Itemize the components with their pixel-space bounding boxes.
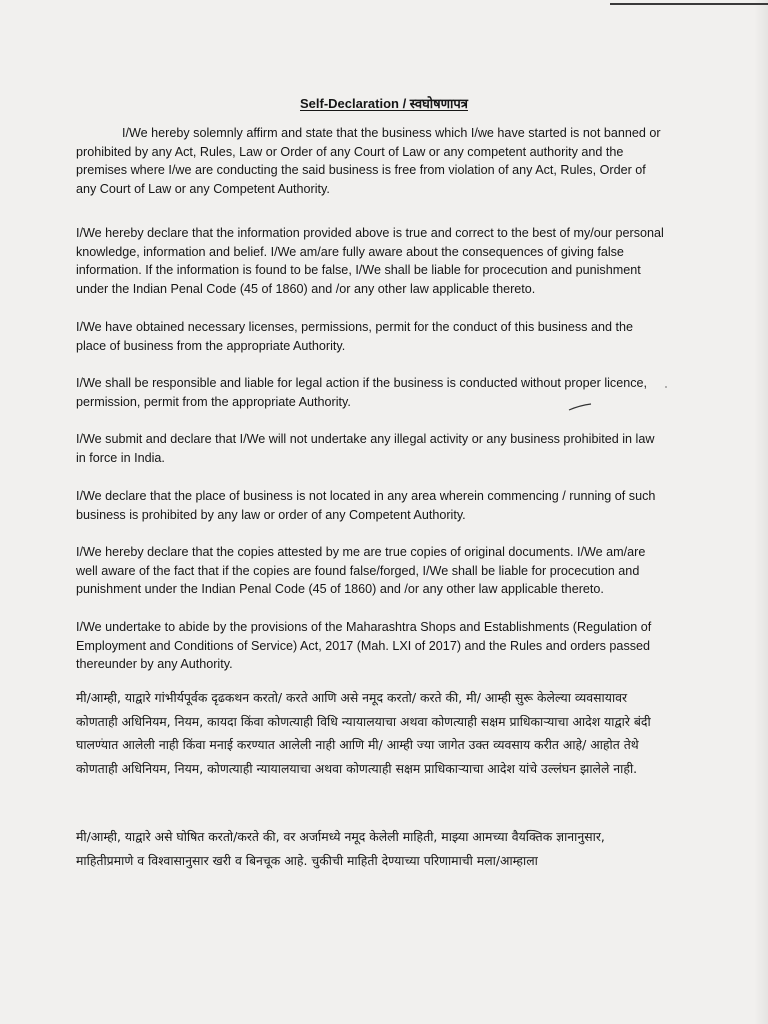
pen-mark <box>568 403 592 411</box>
paragraph-6: I/We declare that the place of business is not located in any area wherein commencing / running of such business is prohibited by any law or order of any Competent Authority. <box>76 489 656 522</box>
paragraph-7: I/We hereby declare that the copies attested by me are true copies of original documents. I/We am/are well aware of the fact that if the copies are found false/forged, I/We shall be liable for procecution and punishment under the Indian Penal Code (45 of 1860) and /or any other law applicable thereto. <box>76 545 646 596</box>
paragraph-marathi-1: मी/आम्ही, याद्वारे गांभीर्यपूर्वक दृढकथन करतो/ करते आणि असे नमूद करतो/ करते की, मी/ आम्ही सुरू केलेल्या व्यवसायावर कोणताही अधिनियम, नियम, कायदा किंवा कोणत्याही विधि न्यायालयाचा अथवा कोणत्याही सक्षम प्राधिकाऱ्याचा आदेश याद्वारे बंदी घालण्यात आलेली नाही किंवा मनाई करण्यात आलेली नाही आणि मी/ आम्ही ज्या जागेत उक्त व्यवसाय करीत आहे/ आहोत तेथे कोणताही अधिनियम, नियम, कोणत्याही न्यायालयाचा अथवा कोणत्याही सक्षम प्राधिकाऱ्याचा आदेश यांचे उल्लंघन झालेले नाही. <box>76 690 651 776</box>
paragraph-8: I/We undertake to abide by the provisions of the Maharashtra Shops and Establishments (Regulation of Employment and Conditions of Service) Act, 2017 (Mah. LXI of 2017) and the Rules and orders passed thereunder by any Authority. <box>76 620 652 671</box>
page-edge-shadow <box>754 0 768 1024</box>
paragraph-5: I/We submit and declare that I/We will not undertake any illegal activity or any business prohibited in law in force in India. <box>76 432 655 465</box>
scan-speck <box>101 738 103 740</box>
document-title: Self-Declaration / स्वघोषणापत्र <box>300 96 468 111</box>
scan-speck <box>665 386 667 388</box>
scan-edge-line <box>610 3 768 5</box>
paragraph-marathi-2: मी/आम्ही, याद्वारे असे घोषित करतो/करते की, वर अर्जामध्ये नमूद केलेली माहिती, माझ्या आमच्या वैयक्तिक ज्ञानानुसार, माहितीप्रमाणे व विश्वासानुसार खरी व बिनचूक आहे. चुकीची माहिती देण्याच्या परिणामाची मला/आम्हाला <box>76 829 605 868</box>
paragraph-2: I/We hereby declare that the information provided above is true and correct to the best of my/our personal knowledge, information and belief. I/We am/are fully aware about the consequences of giving false information. If the information is found to be false, I/We shall be liable for procecution and punishment under the Indian Penal Code (45 of 1860) and /or any other law applicable thereto. <box>76 226 664 296</box>
paragraph-3: I/We have obtained necessary licenses, permissions, permit for the conduct of this business and the place of business from the appropriate Authority. <box>76 320 633 353</box>
paragraph-1: I/We hereby solemnly affirm and state that the business which I/we have started is not banned or prohibited by any Act, Rules, Law or Order of any Court of Law or any competent authority and the premises where I/we are conducting the said business is free from violation of any Act, Rules, Order of any Court of Law or any Competent Authority. <box>76 126 661 196</box>
paragraph-4: I/We shall be responsible and liable for legal action if the business is conducted without proper licence, permission, permit from the appropriate Authority. <box>76 376 648 409</box>
